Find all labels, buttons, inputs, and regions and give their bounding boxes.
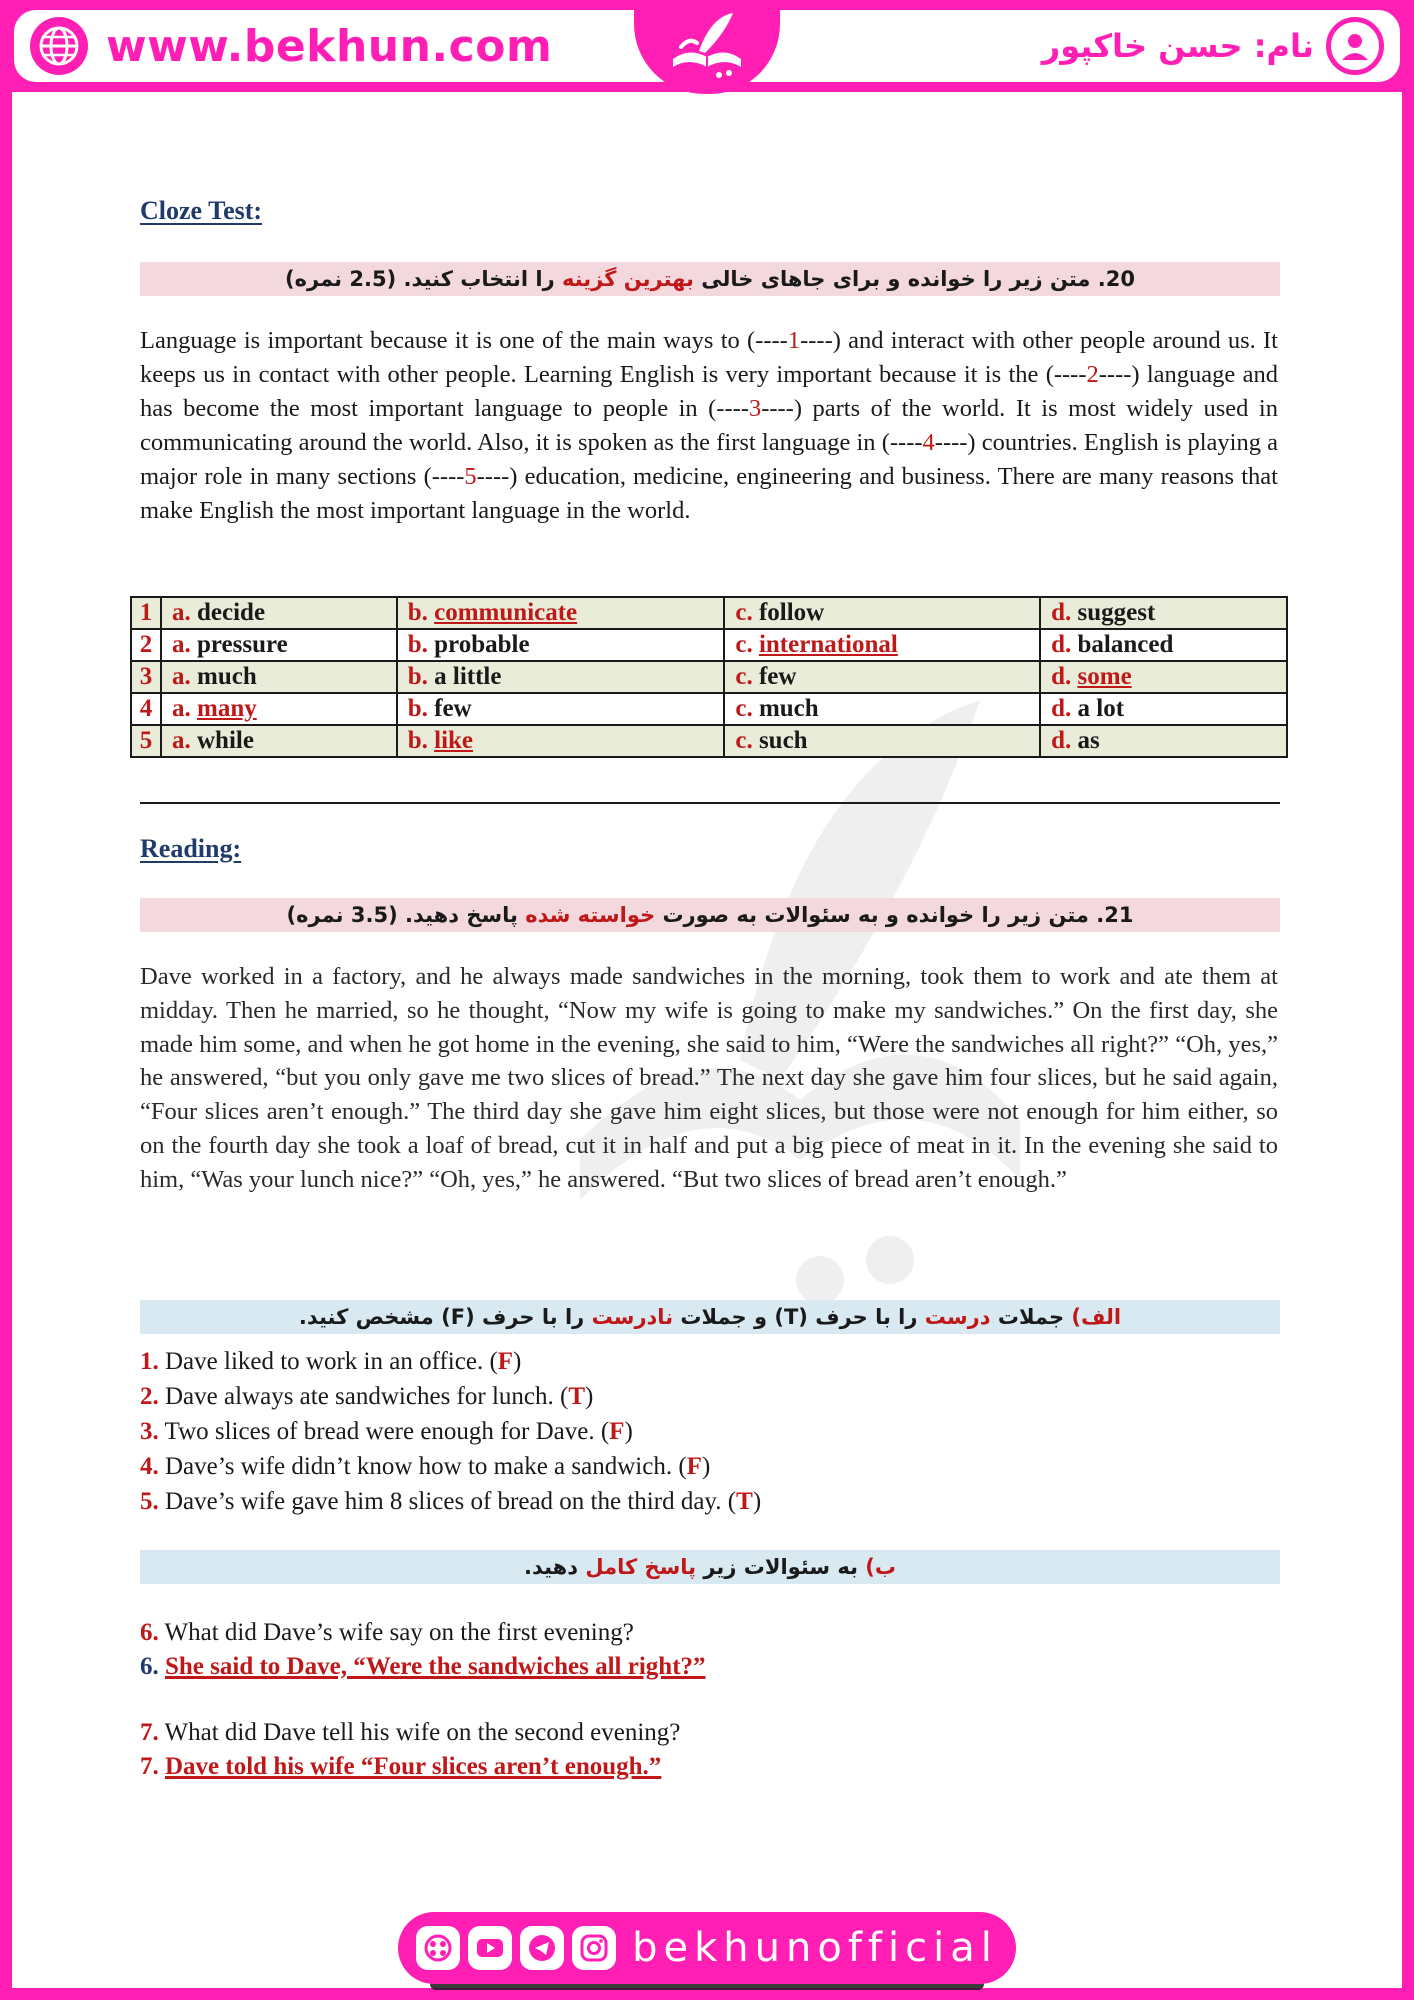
- option-letter: a.: [172, 695, 191, 722]
- tf-close: ): [701, 1453, 711, 1480]
- tf-number: 4.: [140, 1453, 159, 1480]
- option-c[interactable]: [724, 725, 1040, 757]
- part-a-highlight: نادرست: [591, 1305, 674, 1329]
- instagram-icon[interactable]: [572, 1926, 616, 1970]
- passage-part: ----) countries. English is playing a major role in many sections (----: [140, 429, 1278, 490]
- passage-part: Language is important because it is one of the main ways to (----: [140, 327, 788, 354]
- option-d[interactable]: [1040, 725, 1287, 757]
- question-21-bar: [140, 898, 1280, 932]
- aparat-icon[interactable]: [416, 1926, 460, 1970]
- option-letter: d.: [1051, 599, 1072, 626]
- option-text: few: [434, 695, 472, 722]
- option-d[interactable]: [1040, 661, 1287, 693]
- part-a-text: را با حرف (F) مشخص کنید.: [298, 1305, 592, 1329]
- social-footer: [398, 1912, 1016, 1984]
- option-text: such: [758, 727, 808, 754]
- tf-answer: T: [568, 1383, 586, 1410]
- part-a-bar: [140, 1300, 1280, 1334]
- option-text: international: [758, 631, 898, 658]
- tf-close: ): [752, 1488, 762, 1515]
- part-b-highlight: پاسخ کامل: [585, 1555, 697, 1579]
- blank-number: 4: [922, 429, 935, 456]
- part-b-lead: ب): [865, 1555, 896, 1579]
- option-a[interactable]: [161, 693, 397, 725]
- q20-text-pre: 20. متن زیر را خوانده و برای جاهای خالی: [693, 267, 1135, 291]
- tf-item: [140, 1414, 1280, 1449]
- option-row-number: 1: [131, 597, 161, 629]
- q20-text-post: را انتخاب کنید. (2.5 نمره): [285, 267, 562, 291]
- tf-item: [140, 1344, 1280, 1379]
- answer-number: 7.: [140, 1753, 159, 1780]
- option-c[interactable]: [724, 629, 1040, 661]
- option-text: some: [1077, 663, 1132, 690]
- tf-text: Dave’s wife didn’t know how to make a sandwich. (: [158, 1453, 687, 1480]
- question-number: 6.: [140, 1619, 159, 1646]
- cloze-title: Cloze Test:: [140, 196, 263, 225]
- option-text: while: [197, 727, 254, 754]
- website-link[interactable]: [30, 16, 552, 76]
- option-text: communicate: [434, 599, 578, 626]
- option-text: many: [197, 695, 257, 722]
- answer-number: 6.: [140, 1653, 159, 1680]
- option-row-number: 2: [131, 629, 161, 661]
- q21-highlight: خواسته شده: [525, 903, 656, 927]
- option-letter: c.: [735, 727, 753, 754]
- option-b[interactable]: [397, 629, 725, 661]
- option-text: like: [434, 727, 474, 754]
- option-a[interactable]: [161, 629, 397, 661]
- tf-answer: F: [686, 1453, 702, 1480]
- part-a-highlight: درست: [924, 1305, 991, 1329]
- tf-number: 5.: [140, 1488, 159, 1515]
- answer-text: She said to Dave, “Were the sandwiches all right?”: [165, 1653, 706, 1680]
- reading-title: Reading:: [140, 834, 242, 863]
- option-letter: d.: [1051, 695, 1072, 722]
- option-c[interactable]: [724, 597, 1040, 629]
- option-c[interactable]: [724, 661, 1040, 693]
- option-text: a lot: [1077, 695, 1125, 722]
- tf-number: 1.: [140, 1348, 159, 1375]
- tf-number: 3.: [140, 1418, 159, 1445]
- option-letter: b.: [407, 631, 428, 658]
- passage-part: ----) education, medicine, engineering and business. There are many reasons that make English the most important language in the world.: [140, 463, 1278, 524]
- tf-answer: T: [736, 1488, 753, 1515]
- true-false-list: [140, 1344, 1280, 1519]
- student-name: [1042, 16, 1384, 76]
- option-letter: c.: [735, 631, 753, 658]
- blank-number: 2: [1086, 361, 1099, 388]
- cloze-options-table: [130, 596, 1288, 758]
- option-letter: b.: [407, 695, 428, 722]
- tf-item: [140, 1484, 1280, 1519]
- option-text: balanced: [1077, 631, 1174, 658]
- tf-item: [140, 1379, 1280, 1414]
- tf-close: ): [585, 1383, 594, 1410]
- option-b[interactable]: [397, 725, 725, 757]
- user-icon: [1326, 17, 1384, 75]
- option-row-number: 3: [131, 661, 161, 693]
- option-row-number: 5: [131, 725, 161, 757]
- section-divider: [140, 802, 1280, 804]
- social-handle[interactable]: bekhunofficial: [632, 1925, 998, 1971]
- option-letter: b.: [407, 663, 428, 690]
- qa-item-6: [140, 1616, 1280, 1684]
- option-b[interactable]: [397, 693, 725, 725]
- option-letter: a.: [172, 727, 191, 754]
- reading-passage: Dave worked in a factory, and he always made sandwiches in the morning, took them to work and ate them at midday. Then he married, so he thought, “Now my wife is going to make my sandwiches.” On the first day, she made him some, and when he got home in the evening, she said to him, “Were the sandwiches all right?” “Oh, yes,” he answered, “but you only gave me two slices of bread.” The next day she gave him four slices, but he said again, “Four slices aren’t enough.” The third day she gave him eight slices, but those were not enough for him either, so on the fourth day she took a loaf of bread, cut it in half and put a big piece of meat in it. In the evening she said to him, “Was your lunch nice?” “Oh, yes,” he answered. “But two slices of bread aren’t enough.”: [140, 963, 1278, 1193]
- youtube-icon[interactable]: [468, 1926, 512, 1970]
- tf-answer: F: [497, 1348, 514, 1375]
- option-a[interactable]: [161, 661, 397, 693]
- option-letter: c.: [735, 695, 753, 722]
- options-row: [131, 693, 1287, 725]
- blank-number: 5: [464, 463, 477, 490]
- option-letter: c.: [735, 663, 753, 690]
- tf-answer: F: [609, 1418, 625, 1445]
- tf-number: 2.: [140, 1383, 159, 1410]
- question-number: 7.: [140, 1719, 159, 1746]
- options-row: [131, 725, 1287, 757]
- question-text: What did Dave’s wife say on the first evening?: [158, 1619, 634, 1646]
- option-text: a little: [434, 663, 502, 690]
- social-icons: [416, 1926, 616, 1970]
- part-b-text: به سئوالات زیر: [696, 1555, 866, 1579]
- q21-text-post: پاسخ دهید. (3.5 نمره): [286, 903, 526, 927]
- question-text: What did Dave tell his wife on the second evening?: [158, 1719, 681, 1746]
- book-pen-icon: [659, 7, 755, 87]
- qa-item-7: [140, 1716, 1280, 1784]
- tf-close: ): [624, 1418, 633, 1445]
- option-text: probable: [434, 631, 530, 658]
- options-row: [131, 629, 1287, 661]
- options-row: [131, 597, 1287, 629]
- tf-item: [140, 1449, 1280, 1484]
- option-letter: a.: [172, 599, 191, 626]
- part-b-text: دهید.: [524, 1555, 586, 1579]
- option-letter: b.: [407, 599, 428, 626]
- part-a-text: جملات: [990, 1305, 1072, 1329]
- option-b[interactable]: [397, 661, 725, 693]
- passage-part: ----) parts of the world. It is most widely used in communicating around the world. Also, it is spoken as the first language in (----: [140, 395, 1278, 456]
- option-letter: d.: [1051, 631, 1072, 658]
- option-letter: d.: [1051, 663, 1072, 690]
- option-text: much: [197, 663, 257, 690]
- name-label: نام: حسن خاکپور: [1041, 27, 1314, 65]
- passage-part: ----) language and has become the most important language to people in (----: [140, 361, 1278, 422]
- option-text: follow: [758, 599, 825, 626]
- tf-text: Two slices of bread were enough for Dave. (: [158, 1418, 610, 1445]
- website-text: www.bekhun.com: [106, 20, 553, 72]
- option-letter: a.: [172, 631, 191, 658]
- option-text: few: [758, 663, 797, 690]
- answer-text: Dave told his wife “Four slices aren’t enough.”: [165, 1753, 662, 1780]
- blank-number: 1: [787, 327, 801, 354]
- option-a[interactable]: [161, 725, 397, 757]
- option-row-number: 4: [131, 693, 161, 725]
- blank-number: 3: [748, 395, 762, 422]
- option-d[interactable]: [1040, 597, 1287, 629]
- option-b[interactable]: [397, 597, 725, 629]
- option-text: pressure: [197, 631, 288, 658]
- tf-close: ): [513, 1348, 522, 1375]
- part-a-text: را با حرف (T) و جملات: [673, 1305, 925, 1329]
- telegram-icon[interactable]: [520, 1926, 564, 1970]
- option-letter: c.: [735, 599, 753, 626]
- option-text: much: [758, 695, 819, 722]
- option-d[interactable]: [1040, 693, 1287, 725]
- q20-highlight: بهترین گزینه: [561, 267, 694, 291]
- option-letter: d.: [1051, 727, 1072, 754]
- question-20-bar: [140, 262, 1280, 296]
- option-text: decide: [197, 599, 266, 626]
- tf-text: Dave always ate sandwiches for lunch. (: [158, 1383, 569, 1410]
- option-d[interactable]: [1040, 629, 1287, 661]
- option-c[interactable]: [724, 693, 1040, 725]
- globe-icon: [30, 17, 88, 75]
- option-text: as: [1077, 727, 1100, 754]
- tf-text: Dave liked to work in an office. (: [158, 1348, 498, 1375]
- option-text: suggest: [1077, 599, 1156, 626]
- options-row: [131, 661, 1287, 693]
- tf-text: Dave’s wife gave him 8 slices of bread on the third day. (: [158, 1488, 737, 1515]
- option-a[interactable]: [161, 597, 397, 629]
- option-letter: a.: [172, 663, 191, 690]
- passage-part: ----) and interact with other people around us. It keeps us in contact with other people. Learning English is very important because it is the (----: [140, 327, 1278, 388]
- option-letter: b.: [407, 727, 428, 754]
- part-a-lead: الف): [1071, 1305, 1122, 1329]
- q21-text-pre: 21. متن زیر را خوانده و به سئوالات به صورت: [655, 903, 1134, 927]
- part-b-bar: [140, 1550, 1280, 1584]
- cloze-passage: [140, 324, 1278, 528]
